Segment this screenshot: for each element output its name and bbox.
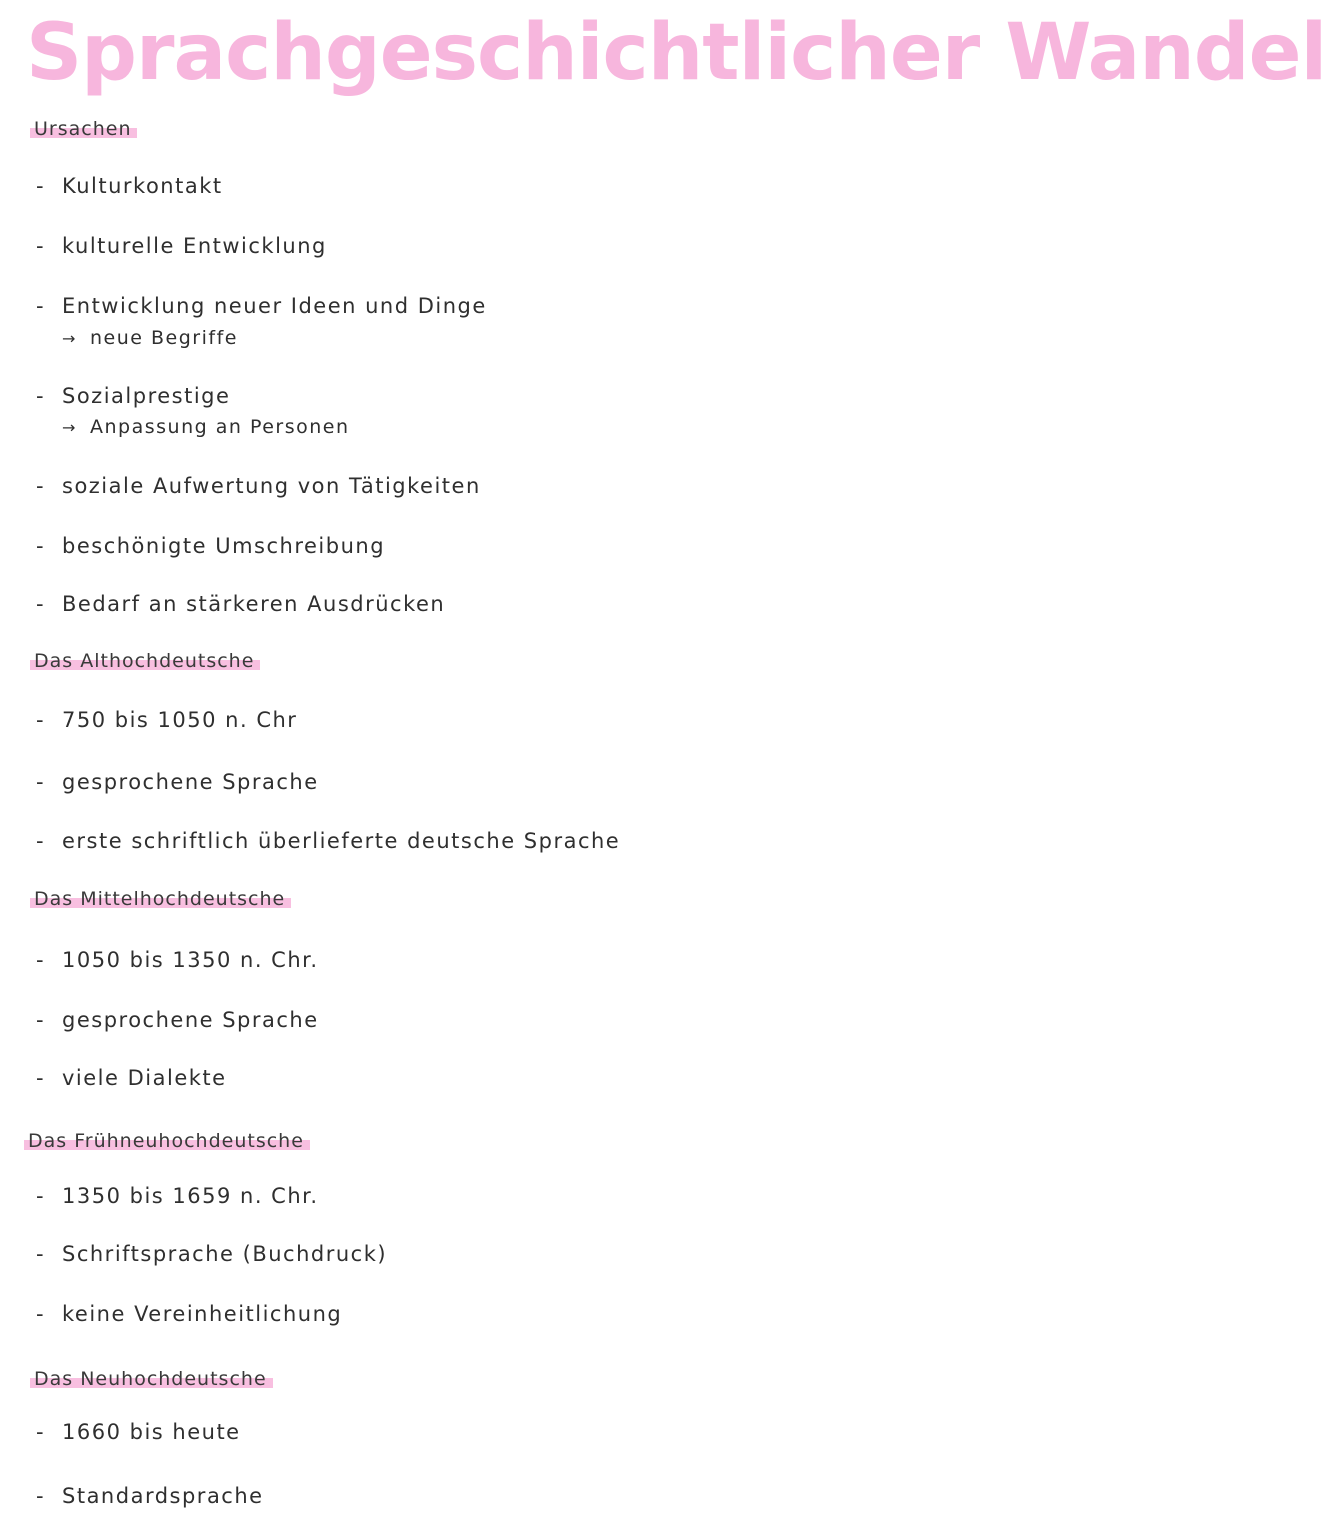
dash-bullet: -: [36, 294, 46, 318]
list-item: [36, 1420, 241, 1444]
arrow-right-icon: →: [62, 418, 77, 437]
list-item-text: beschönigte Umschreibung: [62, 534, 386, 558]
list-item: [36, 1184, 319, 1208]
list-subitem-text: neue Begriffe: [90, 327, 238, 349]
list-item: [36, 1302, 342, 1326]
dash-bullet: -: [36, 534, 46, 558]
section-heading-althochdeutsche: Das Althochdeutsche: [30, 650, 260, 672]
list-item-text: gesprochene Sprache: [62, 770, 319, 794]
dash-bullet: -: [36, 474, 46, 498]
dash-bullet: -: [36, 1242, 46, 1266]
dash-bullet: -: [36, 1008, 46, 1032]
list-item-text: 1050 bis 1350 n. Chr.: [62, 948, 319, 972]
list-item: [36, 174, 223, 198]
list-subitem-text: Anpassung an Personen: [90, 416, 350, 438]
list-item: [36, 708, 297, 732]
list-item: [36, 534, 385, 558]
list-item-text: soziale Aufwertung von Tätigkeiten: [62, 474, 481, 498]
list-item: [36, 1008, 319, 1032]
list-item-text: viele Dialekte: [62, 1066, 227, 1090]
list-item: [36, 592, 445, 616]
dash-bullet: -: [36, 1420, 46, 1444]
list-item-text: Schriftsprache (Buchdruck): [62, 1242, 388, 1266]
dash-bullet: -: [36, 1066, 46, 1090]
list-item: [36, 294, 487, 318]
dash-bullet: -: [36, 1484, 46, 1508]
dash-bullet: -: [36, 234, 46, 258]
list-item-text: kulturelle Entwicklung: [62, 234, 327, 258]
list-item: [36, 234, 327, 258]
list-item-text: Entwicklung neuer Ideen und Dinge: [62, 294, 487, 318]
list-subitem: [62, 327, 238, 349]
dash-bullet: -: [36, 829, 46, 853]
list-item-text: erste schriftlich überlieferte deutsche Sprache: [62, 829, 621, 853]
list-item-text: keine Vereinheitlichung: [62, 1302, 343, 1326]
list-item: [36, 384, 230, 408]
list-item: [36, 474, 481, 498]
dash-bullet: -: [36, 384, 46, 408]
dash-bullet: -: [36, 708, 46, 732]
list-item-text: Kulturkontakt: [62, 174, 223, 198]
section-heading-mittelhochdeutsche: Das Mittelhochdeutsche: [30, 888, 291, 910]
dash-bullet: -: [36, 1302, 46, 1326]
dash-bullet: -: [36, 592, 46, 616]
list-item-text: 1660 bis heute: [62, 1420, 241, 1444]
list-item: [36, 1066, 227, 1090]
list-item-text: Bedarf an stärkeren Ausdrücken: [62, 592, 446, 616]
list-item-text: Sozialprestige: [62, 384, 231, 408]
list-item: [36, 948, 319, 972]
dash-bullet: -: [36, 770, 46, 794]
arrow-right-icon: →: [62, 329, 77, 348]
list-subitem: [62, 416, 350, 438]
dash-bullet: -: [36, 1184, 46, 1208]
list-item: [36, 1242, 387, 1266]
section-heading-ursachen: Ursachen: [30, 118, 137, 140]
list-item-text: 1350 bis 1659 n. Chr.: [62, 1184, 319, 1208]
section-heading-fruehneuhochdeutsche: Das Frühneuhochdeutsche: [24, 1130, 310, 1152]
list-item-text: gesprochene Sprache: [62, 1008, 319, 1032]
list-item: [36, 1484, 264, 1508]
dash-bullet: -: [36, 174, 46, 198]
section-heading-neuhochdeutsche: Das Neuhochdeutsche: [30, 1368, 273, 1390]
list-item: [36, 829, 620, 853]
list-item-text: 750 bis 1050 n. Chr: [62, 708, 298, 732]
list-item-text: Standardsprache: [62, 1484, 264, 1508]
dash-bullet: -: [36, 948, 46, 972]
list-item: [36, 770, 319, 794]
page-title: Sprachgeschichtlicher Wandel: [26, 8, 1326, 98]
